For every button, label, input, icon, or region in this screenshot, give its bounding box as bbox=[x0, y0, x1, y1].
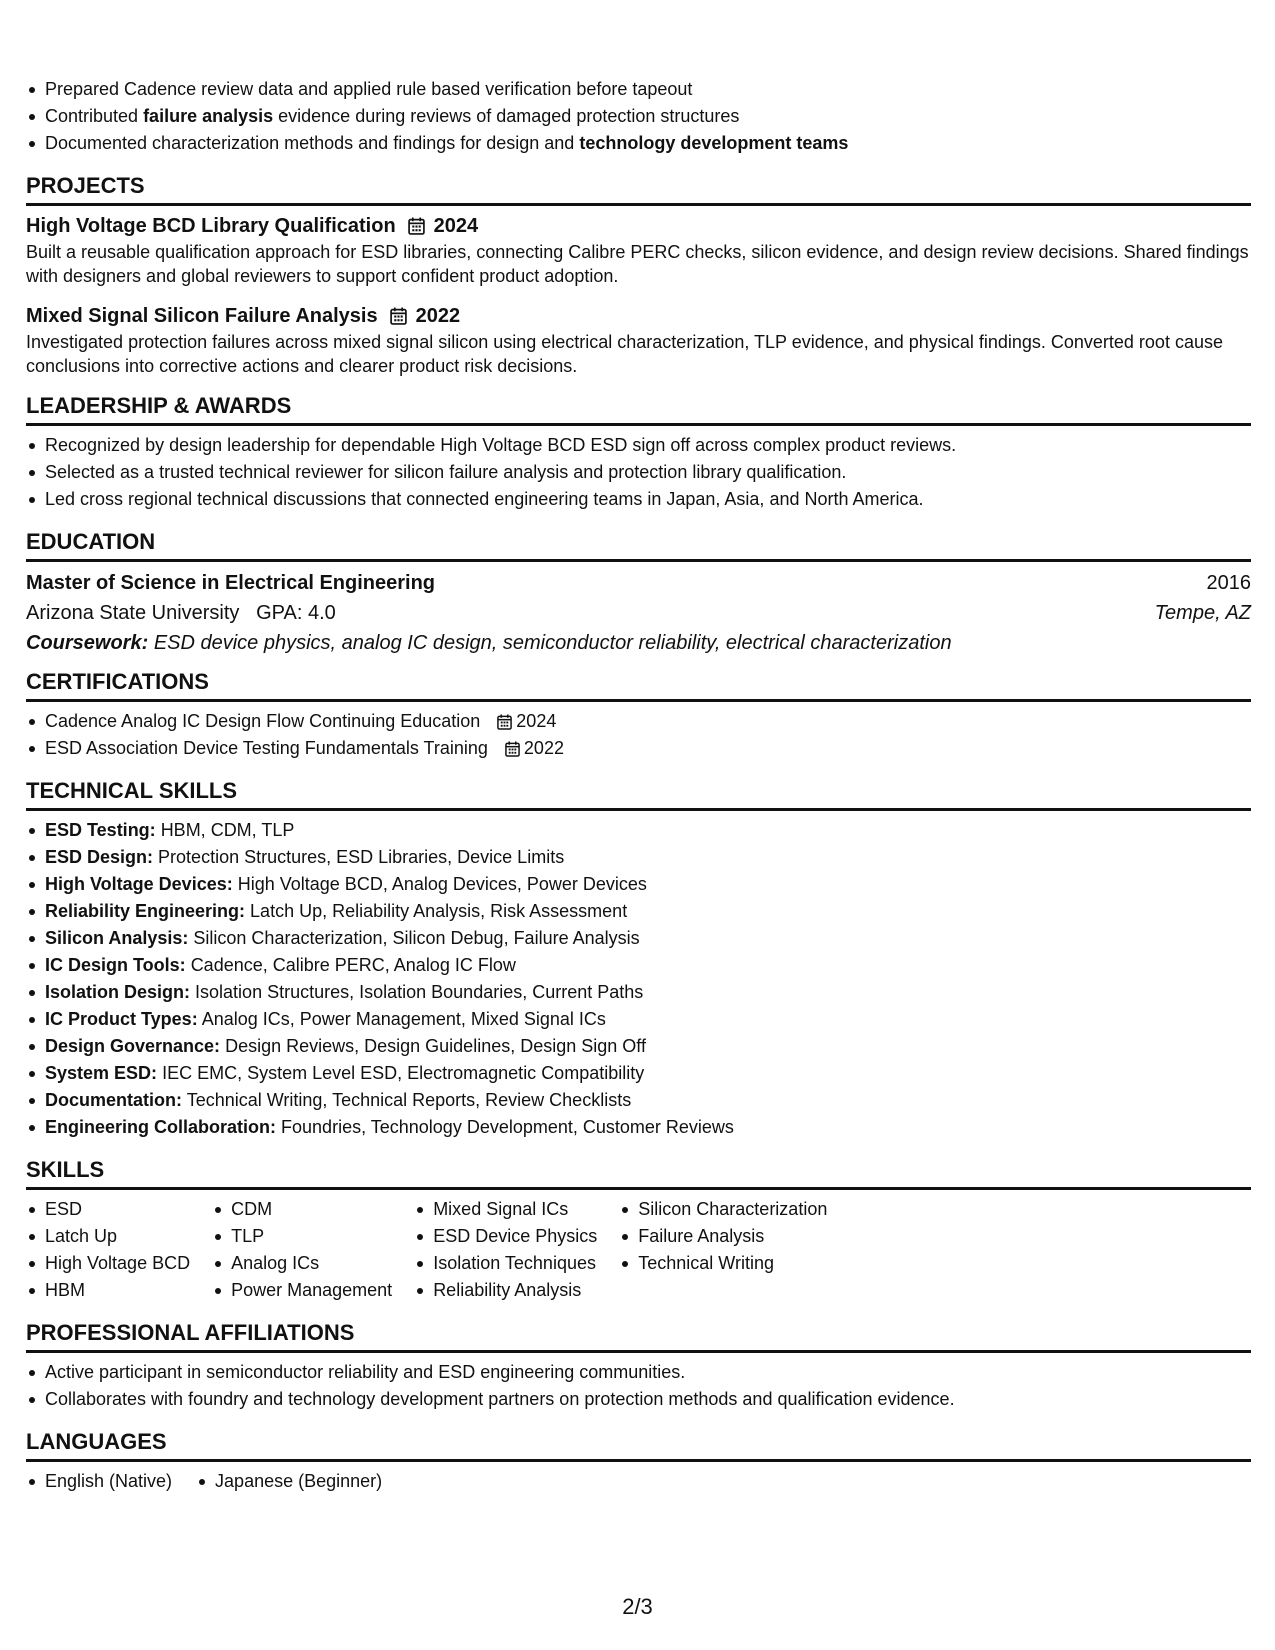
skill-category: ESD Testing: bbox=[45, 820, 156, 840]
list-item bbox=[26, 871, 1251, 898]
calendar-icon bbox=[390, 307, 407, 325]
section-title: PROJECTS bbox=[26, 172, 1251, 206]
resume-page bbox=[26, 76, 1251, 1495]
affiliations-list bbox=[26, 1359, 1251, 1413]
list-item bbox=[26, 952, 1251, 979]
skill-values: High Voltage BCD, Analog Devices, Power Devices bbox=[237, 874, 647, 894]
certifications-section bbox=[26, 668, 1251, 762]
list-item: ESD bbox=[26, 1196, 190, 1223]
skill-values: IEC EMC, System Level ESD, Electromagnetic Compatibility bbox=[162, 1063, 645, 1083]
project-name: Mixed Signal Silicon Failure Analysis bbox=[26, 305, 378, 327]
calendar-icon bbox=[505, 741, 520, 757]
section-title: LEADERSHIP & AWARDS bbox=[26, 392, 1251, 426]
section-title: LANGUAGES bbox=[26, 1428, 1251, 1462]
skill-values: Isolation Structures, Isolation Boundaries, Current Paths bbox=[195, 982, 644, 1002]
projects-section bbox=[26, 172, 1251, 378]
list-item: Selected as a trusted technical reviewer for silicon failure analysis and protection library qualification. bbox=[26, 459, 1251, 486]
degree: Master of Science in Electrical Engineering bbox=[26, 572, 436, 594]
project-name: High Voltage BCD Library Qualification bbox=[26, 215, 396, 237]
list-item bbox=[26, 817, 1251, 844]
list-item: TLP bbox=[212, 1223, 392, 1250]
skill-values: Silicon Characterization, Silicon Debug, Failure Analysis bbox=[193, 928, 640, 948]
section-title: CERTIFICATIONS bbox=[26, 668, 1251, 702]
project-item bbox=[26, 212, 1251, 288]
list-item: Technical Writing bbox=[619, 1250, 827, 1277]
list-item bbox=[26, 708, 1251, 735]
list-item bbox=[26, 979, 1251, 1006]
list-item: Collaborates with foundry and technology development partners on protection methods and qualification evidence. bbox=[26, 1386, 1251, 1413]
skill-category: Engineering Collaboration: bbox=[45, 1117, 277, 1137]
leadership-list bbox=[26, 432, 1251, 513]
skills-column bbox=[212, 1196, 392, 1304]
skill-values: Protection Structures, ESD Libraries, Device Limits bbox=[158, 847, 565, 867]
coursework: Coursework: ESD device physics, analog IC design, semiconductor reliability, electrical characterization bbox=[26, 632, 952, 654]
skill-values: Latch Up, Reliability Analysis, Risk Assessment bbox=[250, 901, 628, 921]
project-year: 2022 bbox=[415, 305, 461, 327]
list-item bbox=[26, 1006, 1251, 1033]
school-location: Tempe, AZ bbox=[1154, 602, 1251, 624]
project-description: Built a reusable qualification approach for ESD libraries, connecting Calibre PERC checks, silicon evidence, and design review decisions. Shared findings with designers and global reviewers to support confident product adoption. bbox=[26, 242, 1249, 286]
list-item bbox=[26, 1087, 1251, 1114]
calendar-icon bbox=[497, 714, 512, 730]
list-item: Silicon Characterization bbox=[619, 1196, 827, 1223]
certification-name: Cadence Analog IC Design Flow Continuing Education bbox=[45, 711, 481, 731]
list-item bbox=[26, 844, 1251, 871]
list-item: Failure Analysis bbox=[619, 1223, 827, 1250]
section-title: TECHNICAL SKILLS bbox=[26, 777, 1251, 811]
languages-list bbox=[26, 1468, 1251, 1495]
list-item bbox=[26, 735, 1251, 762]
list-item: ESD Device Physics bbox=[414, 1223, 597, 1250]
school-name: Arizona State University bbox=[26, 602, 240, 624]
skill-category: ESD Design: bbox=[45, 847, 154, 867]
list-item: Reliability Analysis bbox=[414, 1277, 597, 1304]
skill-category: IC Design Tools: bbox=[45, 955, 186, 975]
list-item: HBM bbox=[26, 1277, 190, 1304]
project-description: Investigated protection failures across mixed signal silicon using electrical characterization, TLP evidence, and physical findings. Converted root cause conclusions into corrective actions and clearer product risk decisions. bbox=[26, 332, 1223, 376]
technical-skills-list bbox=[26, 817, 1251, 1141]
list-item: English (Native) bbox=[26, 1468, 172, 1495]
section-title: EDUCATION bbox=[26, 528, 1251, 562]
list-item bbox=[26, 1114, 1251, 1141]
project-year: 2024 bbox=[433, 215, 479, 237]
list-item: Mixed Signal ICs bbox=[414, 1196, 597, 1223]
certification-year: 2022 bbox=[523, 738, 564, 758]
leadership-section bbox=[26, 392, 1251, 513]
technical-skills-section bbox=[26, 777, 1251, 1141]
list-item bbox=[26, 1060, 1251, 1087]
skills-column bbox=[414, 1196, 597, 1304]
skill-values: Cadence, Calibre PERC, Analog IC Flow bbox=[190, 955, 516, 975]
skill-category: High Voltage Devices: bbox=[45, 874, 233, 894]
list-item bbox=[26, 925, 1251, 952]
skill-values: Technical Writing, Technical Reports, Review Checklists bbox=[186, 1090, 632, 1110]
skill-category: Silicon Analysis: bbox=[45, 928, 189, 948]
list-item: Power Management bbox=[212, 1277, 392, 1304]
list-item: Documented characterization methods and findings for design and technology development teams bbox=[26, 130, 1251, 157]
skills-columns bbox=[26, 1196, 1251, 1304]
list-item: High Voltage BCD bbox=[26, 1250, 190, 1277]
list-item: Isolation Techniques bbox=[414, 1250, 597, 1277]
project-item bbox=[26, 302, 1251, 378]
gpa: GPA: 4.0 bbox=[256, 602, 336, 624]
skill-values: Analog ICs, Power Management, Mixed Signal ICs bbox=[201, 1009, 606, 1029]
certifications-list bbox=[26, 708, 1251, 762]
skill-values: HBM, CDM, TLP bbox=[160, 820, 295, 840]
list-item: Recognized by design leadership for dependable High Voltage BCD ESD sign off across complex product reviews. bbox=[26, 432, 1251, 459]
certification-name: ESD Association Device Testing Fundamentals Training bbox=[45, 738, 488, 758]
list-item: Led cross regional technical discussions that connected engineering teams in Japan, Asia, and North America. bbox=[26, 486, 1251, 513]
skill-category: IC Product Types: bbox=[45, 1009, 198, 1029]
skills-column bbox=[619, 1196, 827, 1304]
list-item: Japanese (Beginner) bbox=[196, 1468, 382, 1495]
languages-section bbox=[26, 1428, 1251, 1495]
list-item: Prepared Cadence review data and applied rule based verification before tapeout bbox=[26, 76, 1251, 103]
list-item bbox=[26, 1033, 1251, 1060]
graduation-year: 2016 bbox=[1206, 572, 1251, 594]
skills-section bbox=[26, 1156, 1251, 1304]
skill-category: Documentation: bbox=[45, 1090, 182, 1110]
list-item: CDM bbox=[212, 1196, 392, 1223]
skill-values: Design Reviews, Design Guidelines, Design Sign Off bbox=[225, 1036, 646, 1056]
experience-bullets bbox=[26, 76, 1251, 157]
skill-category: System ESD: bbox=[45, 1063, 158, 1083]
skills-column bbox=[26, 1196, 190, 1304]
skill-category: Design Governance: bbox=[45, 1036, 221, 1056]
list-item bbox=[26, 898, 1251, 925]
calendar-icon bbox=[408, 217, 425, 235]
list-item: Active participant in semiconductor reliability and ESD engineering communities. bbox=[26, 1359, 1251, 1386]
list-item: Latch Up bbox=[26, 1223, 190, 1250]
skill-values: Foundries, Technology Development, Customer Reviews bbox=[281, 1117, 734, 1137]
skill-category: Isolation Design: bbox=[45, 982, 191, 1002]
list-item: Contributed failure analysis evidence during reviews of damaged protection structures bbox=[26, 103, 1251, 130]
list-item: Analog ICs bbox=[212, 1250, 392, 1277]
section-title: SKILLS bbox=[26, 1156, 1251, 1190]
skill-category: Reliability Engineering: bbox=[45, 901, 246, 921]
page-number: 2/3 bbox=[622, 1594, 653, 1619]
education-section bbox=[26, 528, 1251, 658]
certification-year: 2024 bbox=[516, 711, 557, 731]
section-title: PROFESSIONAL AFFILIATIONS bbox=[26, 1319, 1251, 1353]
affiliations-section bbox=[26, 1319, 1251, 1413]
